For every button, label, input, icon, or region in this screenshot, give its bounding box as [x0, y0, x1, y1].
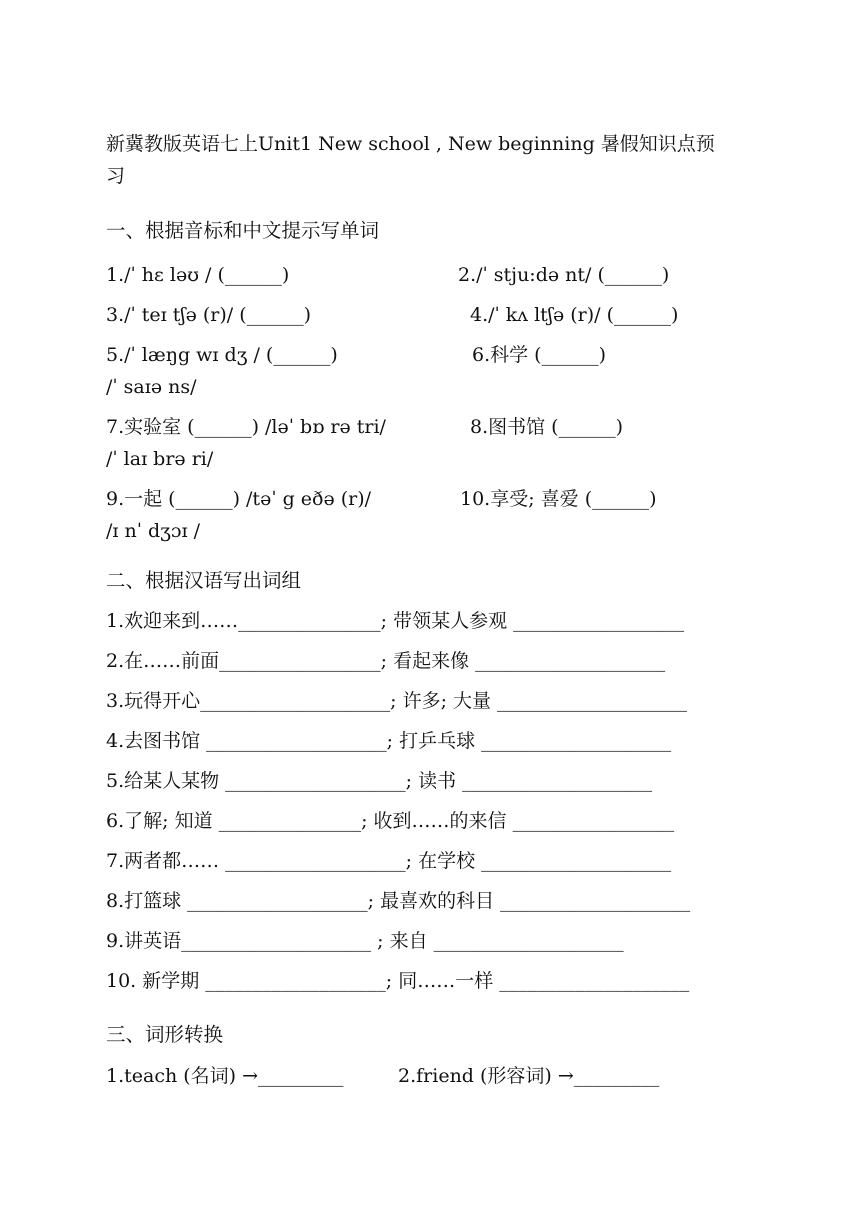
- vocab-item: 3./ˈ teɪ tʃə (r)/ (______): [106, 304, 312, 326]
- word-form-item: 1.teach (名词) →_________: [106, 1065, 344, 1087]
- section2-heading: 二、根据汉语写出词组: [106, 569, 302, 592]
- phrase-row: 3.玩得开心____________________; 许多; 大量 ____________________: [106, 690, 688, 712]
- document-title-continued: 习: [106, 165, 126, 187]
- phrase-row: 8.打篮球 ___________________; 最喜欢的科目 ____________________: [106, 890, 691, 912]
- phrase-row: 6.了解; 知道 _______________; 收到……的来信 _________________: [106, 810, 675, 832]
- phrase-row: 5.给某人某物 ___________________; 读书 ____________________: [106, 770, 653, 792]
- vocab-item: 7.实验室 (______) /ləˈ bɒ rə tri/: [106, 416, 386, 438]
- phrase-row: 9.讲英语____________________ ; 来自 ____________________: [106, 930, 624, 952]
- vocab-phonetic: /ɪ nˈ dʒɔɪ /: [106, 520, 201, 542]
- vocab-item: 1./ˈ hɛ ləʊ / (______): [106, 264, 290, 286]
- vocab-item: 2./ˈ stju:də nt/ (______): [458, 264, 670, 286]
- document-title: 新冀教版英语七上Unit1 New school , New beginning 暑假知识点预: [106, 133, 715, 155]
- word-form-item: 2.friend (形容词) →_________: [398, 1065, 660, 1087]
- section1-heading: 一、根据音标和中文提示写单词: [106, 219, 380, 242]
- phrase-row: 7.两者都…… ___________________; 在学校 ____________________: [106, 850, 672, 872]
- phrase-row: 1.欢迎来到……_______________; 带领某人参观 __________________: [106, 610, 685, 632]
- vocab-item: 4./ˈ kʌ ltʃə (r)/ (______): [470, 304, 679, 326]
- vocab-phonetic: /ˈ laɪ brə ri/: [106, 448, 214, 470]
- section3-heading: 三、词形转换: [106, 1023, 224, 1046]
- vocab-item: 5./ˈ læŋg wɪ dʒ / (______): [106, 344, 338, 366]
- vocab-phonetic: /ˈ saɪə ns/: [106, 376, 197, 398]
- vocab-item: 8.图书馆 (______): [470, 416, 623, 438]
- vocab-item: 10.享受; 喜爱 (______): [460, 488, 657, 510]
- phrase-row: 2.在……前面_________________; 看起来像 ____________________: [106, 650, 666, 672]
- vocab-item: 9.一起 (______) /təˈ g eðə (r)/: [106, 488, 372, 510]
- phrase-row: 10. 新学期 ___________________; 同……一样 ____________________: [106, 970, 690, 992]
- phrase-row: 4.去图书馆 ___________________; 打乒乓球 ____________________: [106, 730, 672, 752]
- vocab-item: 6.科学 (______): [472, 344, 606, 366]
